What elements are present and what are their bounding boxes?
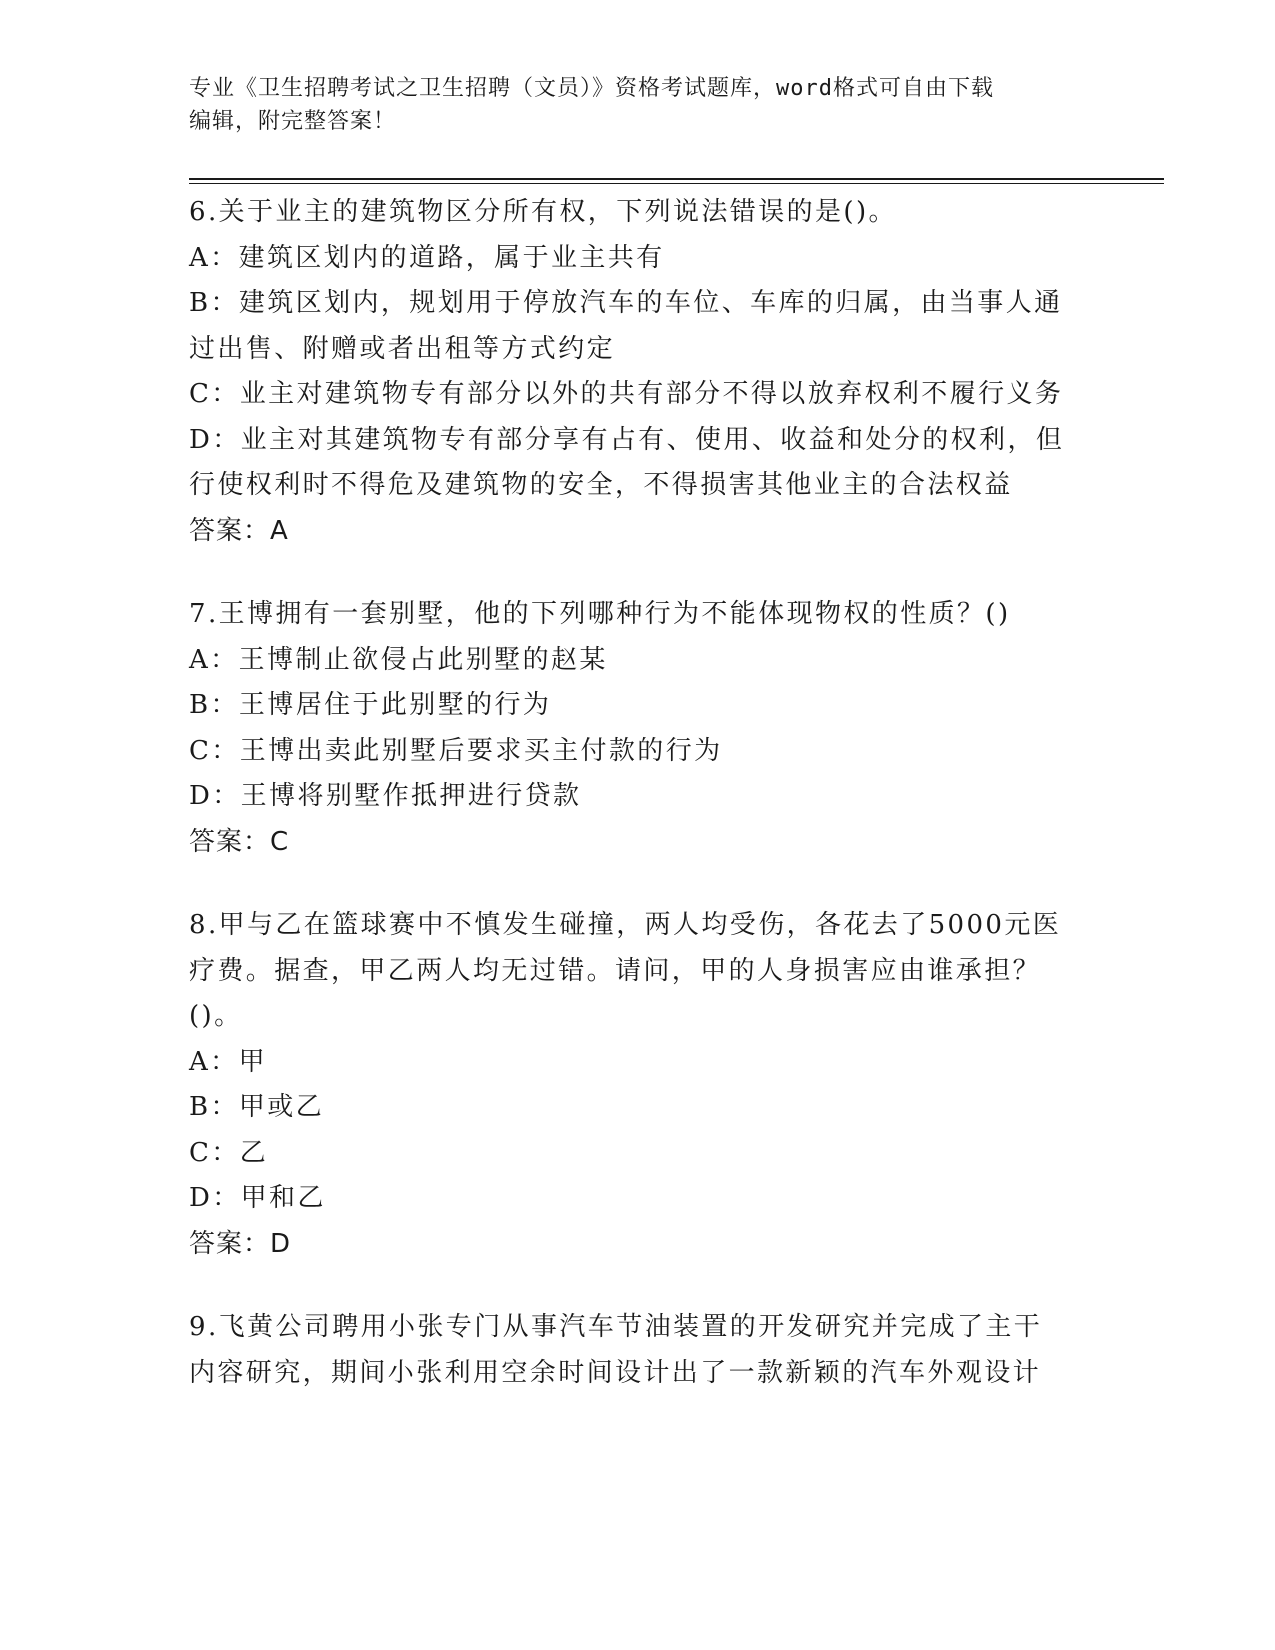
header-divider-thin [189, 183, 1164, 184]
option-a: A：建筑区划内的道路，属于业主共有 [189, 242, 665, 273]
question-stem-continued: ()。 [189, 1001, 243, 1031]
question-9 [189, 1305, 1089, 1396]
option-c: C：业主对建筑物专有部分以外的共有部分不得以放弃权利不履行义务 [189, 379, 1064, 409]
question-7 [189, 592, 1089, 865]
question-stem: 7.王博拥有一套别墅，他的下列哪种行为不能体现物权的性质？() [189, 599, 1011, 629]
question-list [189, 190, 1089, 1434]
question-stem: 8.甲与乙在篮球赛中不慎发生碰撞，两人均受伤，各花去了5000元医 [189, 910, 1062, 940]
option-b: B：建筑区划内，规划用于停放汽车的车位、车库的归属，由当事人通 [189, 288, 1063, 318]
option-c: C：乙 [189, 1137, 269, 1168]
question-6 [189, 190, 1089, 554]
question-stem-continued: 内容研究，期间小张利用空余时间设计出了一款新颖的汽车外观设计 [189, 1357, 1042, 1388]
header-line-2: 编辑，附完整答案！ [189, 109, 397, 134]
option-d: D：业主对其建筑物专有部分享有占有、使用、收益和处分的权利，但 [189, 424, 1065, 455]
option-a: A：王博制止欲侵占此别墅的赵某 [189, 644, 608, 675]
option-c: C：王博出卖此别墅后要求买主付款的行为 [189, 735, 723, 766]
option-b: B：王博居住于此别墅的行为 [189, 690, 552, 720]
answer: 答案：C [189, 826, 290, 857]
question-stem-continued: 疗费。据查，甲乙两人均无过错。请问，甲的人身损害应由谁承担？ [189, 955, 1042, 986]
option-d: D：甲和乙 [189, 1183, 326, 1213]
header-divider-thick [189, 178, 1164, 180]
header-line-1: 专业《卫生招聘考试之卫生招聘（文员）》资格考试题库，word格式可自由下载 [189, 76, 994, 101]
document-header [189, 72, 1089, 138]
option-d: D：王博将别墅作抵押进行贷款 [189, 781, 582, 811]
answer: 答案：D [189, 1228, 292, 1259]
option-d-continued: 行使权利时不得危及建筑物的安全，不得损害其他业主的合法权益 [189, 470, 1013, 500]
option-a: A：甲 [189, 1046, 267, 1077]
question-stem: 9.飞黄公司聘用小张专门从事汽车节油装置的开发研究并完成了主干 [189, 1312, 1043, 1342]
question-stem: 6.关于业主的建筑物区分所有权，下列说法错误的是()。 [189, 197, 897, 227]
option-b-continued: 过出售、附赠或者出租等方式约定 [189, 333, 616, 364]
answer: 答案：A [189, 515, 289, 546]
question-8 [189, 903, 1089, 1267]
option-b: B：甲或乙 [189, 1092, 325, 1122]
